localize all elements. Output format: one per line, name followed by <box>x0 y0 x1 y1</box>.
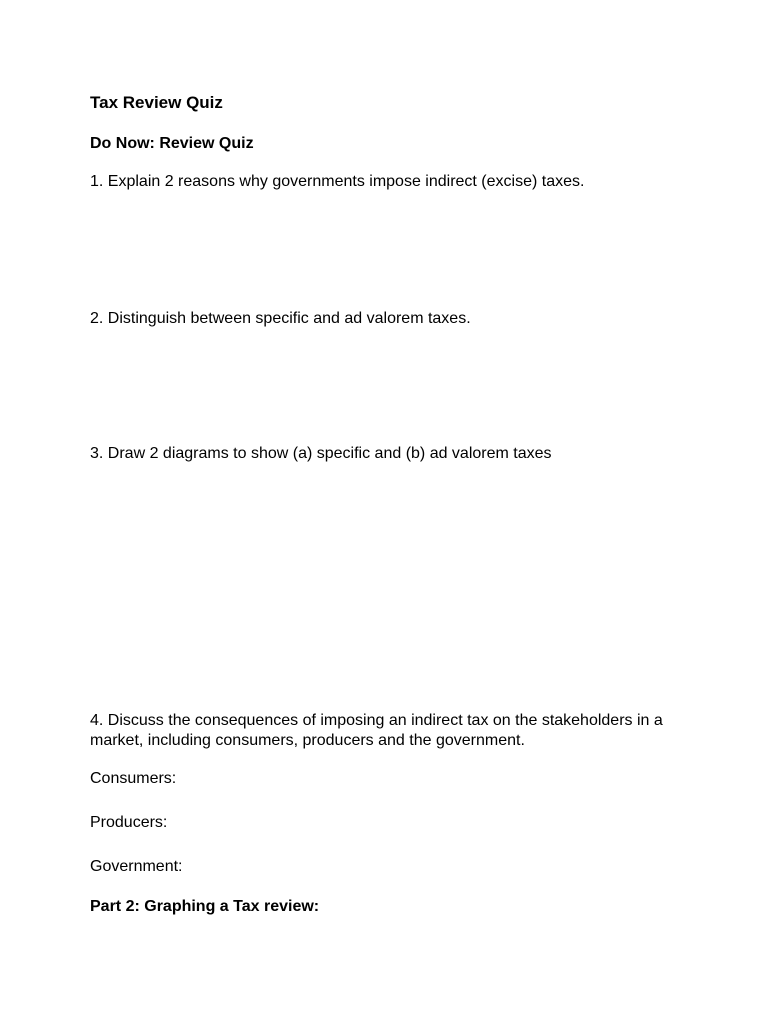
government-label: Government: <box>90 858 183 875</box>
part-2-heading: Part 2: Graphing a Tax review: <box>90 898 320 915</box>
question-1: 1. Explain 2 reasons why governments impose indirect (excise) taxes. <box>90 173 585 190</box>
question-2: 2. Distinguish between specific and ad valorem taxes. <box>90 310 471 327</box>
question-3: 3. Draw 2 diagrams to show (a) specific and (b) ad valorem taxes <box>90 445 552 462</box>
question-4: 4. Discuss the consequences of imposing an indirect tax on the stakeholders in a market, including consumers, producers and the government. <box>90 712 663 749</box>
producers-label: Producers: <box>90 814 168 831</box>
section-heading: Do Now: Review Quiz <box>90 135 254 152</box>
consumers-label: Consumers: <box>90 770 177 787</box>
document-title: Tax Review Quiz <box>90 93 223 112</box>
